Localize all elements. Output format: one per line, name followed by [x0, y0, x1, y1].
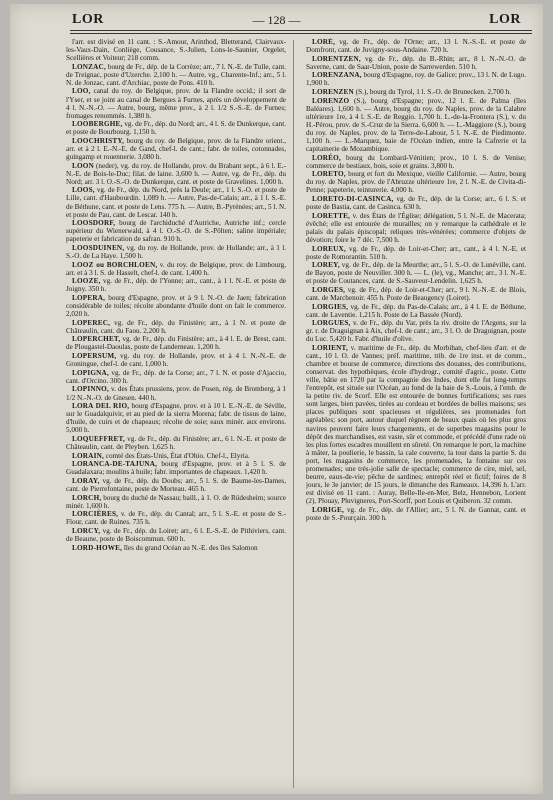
entry-headword: LOOZ ou BORCHLOEN, — [72, 260, 158, 269]
entry-headword: LOOSDUINEN, — [72, 243, 125, 252]
dictionary-entry — [306, 154, 526, 170]
entry-headword: LORENZANA, — [312, 71, 362, 80]
entry-headword: LORA DEL RIO, — [72, 402, 130, 411]
page-number: — 128 — — [252, 13, 301, 27]
entry-headword: LORGES, — [312, 285, 346, 294]
entry-headword: LORETO-DI-CASINCA, — [312, 195, 394, 204]
entry-headword: LORCY, — [72, 527, 101, 536]
dictionary-entry — [306, 55, 526, 71]
entry-headword: LORCIÈRES, — [72, 510, 119, 519]
entry-text: vg. de Fr., dép. du Nord; arr., 4 l. S. de Dunkerque, cant. et poste de Bourbourg. 1,150 h. — [66, 120, 286, 137]
entry-headword: LONZAC, — [72, 62, 106, 71]
entry-headword: LOOCHRISTY, — [72, 136, 125, 145]
dictionary-entry — [306, 319, 526, 343]
entry-text: vg. de Fr., dép. du Nord, près la Deule; arr., 1 l. S.-O. et poste de Lille, cant. d'Haubourdin. 1,089 h. — Autre, Pas-de-Calais; arr., à 1 l. S.-E. de Béthune, cant. et poste de Lens. 775 h. — Autre, B.-Pyrénées; arr., 5 l. N. et poste de Pau, cant. de Lescar. 140 h. — [66, 186, 286, 219]
entry-text: vg. de Fr., dép. de la Corse; arr., 6 l. S. et poste de Bastia, cant. de Casinca. 630 h. — [306, 195, 526, 212]
entry-headword: LORETTE, — [312, 211, 351, 220]
entry-text: vg. de Fr., dép. du Finistère; arr., à 4 l. E. de Brest, cant. de Plougastel-Daoulas, poste de Landerneau. 1,200 h. — [66, 335, 286, 352]
entry-headword: LORGUES, — [312, 319, 351, 328]
entry-text: bourg d'Espagne, roy. de Galice; prov., 13 l. N. de Lugo. 1,900 h. — [306, 71, 526, 88]
entry-headword: LOPINNO, — [72, 385, 109, 394]
dictionary-entry — [66, 460, 286, 476]
dictionary-entry — [306, 88, 526, 96]
entry-text: v. maritime de Fr., dép. du Morbihan, chef-lieu d'arr. et de cant., 10 l. O. de Vannes; préf. maritime, trib. de 1re inst. et de comm., chambre et bourse de commerce, directions des douanes, des contributions, conservat. des hypothèques, école d'hydrogr., comité d'agric., poste. Cette ville, bâtie en 1720 par la compagnie des Indes, dont elle fut long-temps l'entrepôt, est située sur l'Océan, au fond de la baie de S.-Louis, à l'emb. de la petite riv. de Scorf. Elle est entourée de bonnes fortifications; ses rues sont larges, bien pavées, tirées au cordeau et bordées de belles maisons; ses places publiques sont spacieuses et régulières, ses promenades fort agréables; son port, autour duquel règnent de beaux quais où les plus gros navires peuvent faire leurs chargements, et de superbes magasins pour le dépôt des marchandises, est vaste, sûr et commode, et précédé d'une rade où les plus fortes escadres mouillent en sûreté. On remarque le port, la machine à mâter, la poulierie, le bassin, la cale couverte, la tour dans la partie S. du port, les magasins de commerce, les promenades, la fontaine sur ces promenades; une très-jolie salle de spectacle; commerce de cire, miel, sel, beurre, eaux-de-vie; pêche de sardines; entrepôt réel et fictif; foires de 8 jours, le 3e janvier; de 15 jours, le dimanche des Rameaux. 14,396 h. L'arr. est divisé en 11 cant. : Auray, Belle-Ile-en-Mer, Belz, Hennebon, Lorient (2), Plouay, Pluvigneres, Port-Scorff, port Louis et Quiberon. 32 comm. — [306, 344, 526, 505]
dictionary-entry — [66, 477, 286, 493]
dictionary-entry — [66, 369, 286, 385]
entry-text: vg. de Fr., dép. du Finistère; arr., à 1 N. et poste de Châteaulin, cant. du Faou. 2,200 h. — [66, 318, 286, 335]
entry-headword: LORCH, — [72, 493, 102, 502]
entry-headword: LOPERCHET, — [72, 335, 121, 344]
entry-text: l'arr. est divisé en 11 cant. : S.-Amour, Arinthod, Bletterand, Clairvaux-les-Vaux-Dain, Conliège, Cousance, S.-Julien, Lons-le-Saunier, Orgelet, Scellières et Voiteur; 218 comm. — [66, 38, 286, 63]
dictionary-entry — [306, 38, 526, 54]
entry-headword: LOREY, — [312, 261, 340, 270]
dictionary-entry — [66, 120, 286, 136]
entry-headword: LOPIGNA, — [72, 368, 109, 377]
dictionary-entry — [306, 344, 526, 505]
dictionary-entry — [66, 277, 286, 293]
dictionary-entry — [66, 261, 286, 277]
entry-text: vg. de Fr., dép. de Loir-et-Cher; arr., cant., à 4 l. N.-E. et poste de Romorantin. 510 h. — [306, 244, 526, 261]
dictionary-entry — [66, 63, 286, 87]
entry-headword: LORD-HOWE, — [72, 543, 123, 552]
dictionary-entry — [66, 435, 286, 451]
header-left-running-word: LOR — [72, 12, 104, 27]
entry-text: îles du grand Océan au N.-E. des îles Salomon — [122, 543, 258, 552]
entry-text: vg. de Fr., dép. du Doubs; arr., 5 l. S. de Baume-les-Dames, cant. de Pierrefontaine, poste de Morteau. 465 h. — [66, 476, 286, 493]
entry-text: v. de Fr., dép. du Var, près la riv. droite de l'Argens, sur la gr. r. de Draguignan à Aix, chef-l. de cant.; arr., 3 l. O. de Draguignan, poste du Luc. 5,420 h. Fabr. d'huile d'olive. — [306, 319, 526, 344]
header-rule-top — [70, 30, 532, 31]
entry-headword: LORAIN, — [72, 451, 104, 460]
dictionary-entry — [66, 510, 286, 526]
entry-text: v. de Fr., dép. du Cantal; arr., 5 l. S.-E. et poste de S.-Flour, cant. de Ruines. 735 h. — [66, 510, 286, 527]
entry-text: bourg du Lombard-Vénitien; prov., 10 l. S. de Venise; commerce de bestiaux, bois, soie et grains. 3,800 h. — [306, 153, 526, 170]
entry-headword: LORIENT, — [312, 344, 349, 353]
dictionary-entry — [306, 286, 526, 302]
entry-text: (S.), bourg d'Espagne; prov., 12 l. E. de Palma (îles Baléares). 1,600 h. — Autre, bourg du roy. de Naples, prov. de la Calabre ultérieure 1re, à 4 l. S.-E. de Reggio. 1,700 h. L.-de-la-Frontera (S.), v. du H.-Pérou, prov. de S.-Cruz de la Sierra. 6,600 h. — L.-Maggiore (S.), bourg du roy. de Naples, prov. de la Terre-de-Labour, 5 l. N.-E. de Piedimonte. 1,100 h. — L.-Marquez, baie de l'Océan indien, entre la Cafrerie et la capitainerie de Mozambique. — [306, 96, 526, 153]
entry-headword: LORENTZEN, — [312, 54, 361, 63]
header-right-running-word: LOR — [489, 12, 521, 27]
entry-headword: LORÉ, — [312, 38, 336, 46]
entry-headword: LOOS, — [72, 186, 95, 195]
entry-text: vg. de Fr., dép. de la Meurthe; arr., 5 l. S.-O. de Lunéville, cant. de Bayon, poste de Neuviller. 300 h. — L. (le), vg., Manche; arr., 3 l. N.-E. et poste de Coutances, cant. de S.-Sauveur-Lendelin. 1,625 h. — [306, 261, 526, 286]
entry-text: comté des États-Unis, État d'Ohio. Chef-l., Elyria. — [103, 451, 250, 460]
entry-headword: LORIGE, — [312, 505, 344, 514]
dictionary-entry — [66, 452, 286, 460]
dictionary-entry — [306, 212, 526, 244]
entry-text: bourg d'Espagne, prov. et à 5 l. S. de Guadalaxara; moulins à huile; fabr. importantes de chapeaux. 1,420 h. — [66, 460, 286, 477]
entry-text: vg. de Fr., dép. de l'Orne; arr., 13 l. N.-S.-E. et poste de Domfront, cant. de Juvigny-sous-Andaine. 720 h. — [306, 38, 526, 55]
entry-text: vg. de Fr., dép. du B.-Rhin; arr., 8 l. N.-N.-O. de Saverne, cant. de Saar-Union, poste de Sarrewerden. 510 h. — [306, 54, 526, 71]
entry-text: (S.), bourg du Tyrol, 1 l. S.-O. de Brunecken. 2,700 h. — [353, 88, 511, 97]
entry-headword: LORÉO, — [312, 153, 341, 162]
entry-text: bourg de l'archiduché d'Autriche, Autriche inf.; cercle supérieur du Wienerwald, à 4 l. O.-S.-O. de S.-Pölten; saline impériale; papeterie et fabrication de safran. 910 h. — [66, 219, 286, 244]
entry-text: bourg de Fr., dép. de la Corrèze; arr., 7 l. N.-E. de Tulle, cant. de Treignac, poste d'Uzerche. 2,100 h. — Autre, vg., Charente-Inf.; arr., 5 l. N. de Jonzac, cant. d'Archiac, poste de Pons. 410 h. — [66, 62, 286, 87]
dictionary-entry — [66, 352, 286, 368]
entry-headword: LOPEREC, — [72, 318, 111, 327]
entry-text: v. du roy. de Belgique, prov. de Limbourg, arr. et à 3 l. S. de Hasselt, chef-l. de cant. 1,400 h. — [66, 260, 286, 277]
entry-headword: LOOBERGHE, — [72, 120, 123, 129]
entry-text: bourg et fort du Mexique, vieille Californie. — Autre, bourg du roy. de Naples, prov. de l'Abruzze ultérieure 1re, 2 l. N.-E. de Civita-di-Penne; papeterie, teinturerie. 4,000 h. — [306, 170, 526, 195]
entry-headword: LOPERSUM, — [72, 352, 117, 361]
dictionary-entry — [306, 71, 526, 87]
dictionary-entry — [66, 137, 286, 161]
entry-headword: LORANCA-DE-TAJUNA, — [72, 460, 158, 469]
entry-headword: LOREUX, — [312, 244, 346, 253]
entry-text: vg. de Fr., dép. du Loiret; arr., 6 l. E.-S.-E. de Pithiviers, cant. de Beaune, poste de Boiscommun. 600 h. — [66, 527, 286, 544]
dictionary-entry — [66, 527, 286, 543]
column-divider — [293, 40, 294, 788]
entry-headword: LORENZO — [312, 96, 350, 105]
entry-text: vg. de Fr., dép. du Finistère; arr., 6 l. N.-E. et poste de Châteaulin, cant. de Pleyben. 1,625 h. — [66, 434, 286, 451]
entry-text: vg. de Fr., dép. de Loir-et-Cher; arr., 9 l. N.-N.-E. de Blois, cant. de Marchenoir. 455 h. Poste de Beaugency (Loiret). — [306, 285, 526, 302]
entry-headword: LORETO, — [312, 170, 346, 179]
entry-headword: LOQUEFFRET, — [72, 434, 125, 443]
entry-text: v. des États prussiens, prov. de Posen, rég. de Bromberg, à 1 1/2 N.-N.-O. de Gnesen. 440 h. — [66, 385, 286, 402]
dictionary-entry — [306, 303, 526, 319]
dictionary-entry — [66, 219, 286, 243]
entry-headword: LOO, — [72, 87, 91, 96]
entry-text: vg. de Fr., dép. de l'Yonne; arr., cant., à 1 l. N.-E. et poste de Joigny. 350 h. — [66, 277, 286, 294]
entry-text: bourg du duché de Nassau; baill., à 1. O. de Rüdesheim; source minér. 1,600 h. — [66, 493, 286, 510]
left-column — [66, 38, 286, 788]
entry-text: vg. du roy. de Hollande, prov. et à 4 l. N.-N.-E. de Groningue, chef-l. de cant. 1,000 h. — [66, 352, 286, 369]
entry-text: (neder), vg. du roy. de Hollande, prov. du Brabant sept., à 6 l. E.-N.-E. de Bois-le-Duc; filat. de laine. 3,600 h. — Autre, vg. de Fr., dép. du Nord; arr. 3 l. O.-S.-O. de Dunkerque, cant. et poste de Gravelines. 1,000 h. — [66, 161, 286, 186]
entry-text: vg. de Fr., dép. de la Corse; arr., 7 l. N. et poste d'Ajaccio, cant. d'Orcino. 300 h. — [66, 368, 286, 385]
entry-text: vg. de Fr., dép. de l'Allier; arr., 5 l. N. de Gannat, cant. et poste de S.-Pourçain. 300 h. — [306, 505, 526, 522]
dictionary-page — [10, 4, 543, 794]
entry-text: v. des États de l'Église; délégation, 5 l. N.-E. de Macerata; évêché; elle est entourée de murailles; on y remarque la cathédrale et le palais du palais épiscopal; reliques très-vénérées; commerce d'objets de dévotion; foire le 7 déc. 7,500 h. — [306, 211, 526, 244]
dictionary-entry — [66, 294, 286, 318]
header-rule-bottom — [70, 33, 532, 34]
dictionary-entry — [66, 544, 286, 552]
dictionary-entry — [66, 244, 286, 260]
dictionary-entry — [66, 402, 286, 434]
dictionary-entry — [66, 319, 286, 335]
right-column — [306, 38, 526, 788]
entry-text: bourg du roy. de Belgique, prov. de la Flandre orient., arr. et à 2 l. E.-N.-E. de Gand, chef-l. de cant.; fabr. de toiles, cotonnades, guingamp et rouennerie. 3,080 h. — [66, 136, 286, 162]
dictionary-entry — [306, 170, 526, 194]
entry-headword: LOON — [72, 161, 94, 170]
entry-text: bourg d'Espagne, prov. et à 9 l. N.-O. de Jaen; fabrication considérable de toiles; récolte abondante d'huile dont on fait le commerce. 2,020 h. — [66, 293, 286, 319]
dictionary-entry — [66, 162, 286, 186]
dictionary-entry — [306, 261, 526, 285]
dictionary-entry — [66, 87, 286, 119]
dictionary-entry — [306, 245, 526, 261]
dictionary-entry — [66, 494, 286, 510]
entry-headword: LOPERA, — [72, 293, 106, 302]
entry-headword: LORGIES, — [312, 302, 349, 311]
entry-headword: LORAY, — [72, 476, 100, 485]
entry-text: vg. de Fr., dép. du Pas-de-Calais; arr., à 4 l. E. de Béthune, cant. de Laventie. 1,215 h. Poste de La Bassée (Nord). — [306, 302, 526, 319]
dictionary-entry — [306, 195, 526, 211]
entry-text: canal du roy. de Belgique, prov. de la Flandre occid.; il sort de l'Yser, et se joint au canal de Bergues à Furnes, après un développement de 4 l. N.-N.-O. — Autre, bourg, même prov., à 2 l. 1/2 S.-S.-E. de Furnes; fromages renommés. 1,380 h. — [66, 87, 286, 120]
entry-headword: LOOZE, — [72, 277, 101, 286]
dictionary-entry — [306, 506, 526, 522]
dictionary-entry — [66, 186, 286, 218]
dictionary-entry — [66, 335, 286, 351]
entry-text: vg. du roy. de Hollande, prov. de Hollande; arr., à 1 l. S.-O. de La Haye. 1,500 h. — [66, 243, 286, 260]
dictionary-entry — [66, 38, 286, 62]
entry-text: bourg d'Espagne, prov. et à 10 l. E.-N.-E. de Séville, sur le Guadalquivir, et au pied de la sierra Morena; fabr. de tissus de laine, d'huile, de cuirs et de chapeaux; récolte de soie; eaux minér. aux environs. 5,000 h. — [66, 402, 286, 435]
entry-headword: LOOSDORF, — [72, 219, 116, 228]
entry-headword: LORENZEN — [312, 88, 354, 97]
dictionary-entry — [66, 385, 286, 401]
dictionary-entry — [306, 97, 526, 153]
